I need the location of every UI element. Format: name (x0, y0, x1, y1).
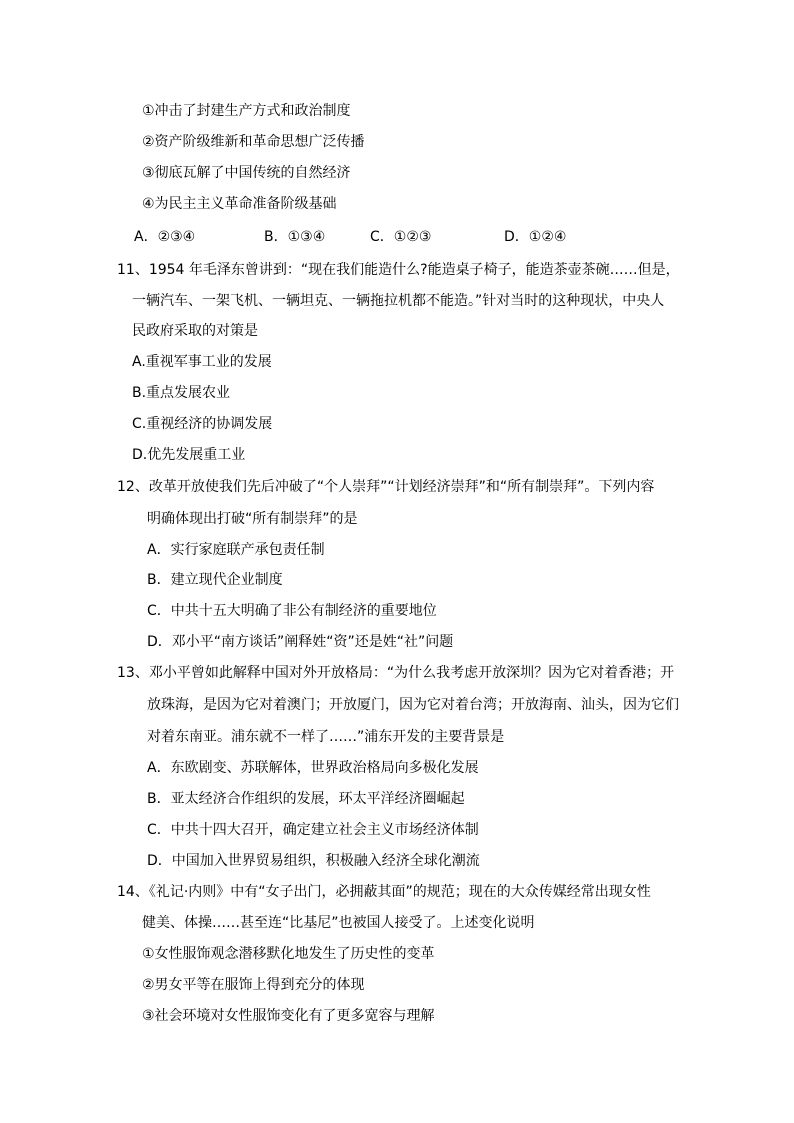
q11-option-a: A.重视军事工业的发展 (132, 354, 272, 370)
q12-stem-line-2: 明确体现出打破“所有制崇拜”的是 (147, 511, 358, 527)
q13-option-a: A．东欧剧变、苏联解体，世界政治格局向多极化发展 (147, 760, 479, 776)
prev-item-2: ②资产阶级维新和革命思想广泛传播 (142, 134, 365, 150)
q14-item-2: ②男女平等在服饰上得到充分的体现 (142, 977, 365, 993)
q12-option-c: C．中共十五大明确了非公有制经济的重要地位 (147, 603, 437, 619)
prev-option-a: A．②③④ (134, 229, 196, 245)
q12-option-d: D．邓小平“南方谈话”阐释姓“资”还是姓“社”问题 (147, 634, 454, 650)
q11-stem-line-1: 11、1954 年毛泽东曾讲到：“现在我们能造什么?能造桌子椅子，能造茶壶茶碗……但是， (117, 262, 680, 278)
q12-stem-line-1: 12、改革开放使我们先后冲破了“个人崇拜”“计划经济崇拜”和“所有制崇拜”。下列内容 (117, 479, 655, 495)
prev-option-b: B．①③④ (264, 229, 326, 245)
prev-item-3: ③彻底瓦解了中国传统的自然经济 (142, 165, 351, 181)
prev-option-d: D．①②④ (504, 229, 567, 245)
q12-option-b: B．建立现代企业制度 (147, 572, 283, 588)
q11-option-b: B.重点发展农业 (132, 385, 231, 401)
q11-stem-line-2: 一辆汽车、一架飞机、一辆坦克、一辆拖拉机都不能造。”针对当时的这种现状，中央人 (132, 293, 665, 309)
q12-option-a: A．实行家庭联产承包责任制 (147, 542, 325, 558)
q14-stem-line-2: 健美、体操……甚至连“比基尼”也被国人接受了。上述变化说明 (142, 915, 535, 931)
q13-option-d: D．中国加入世界贸易组织，积极融入经济全球化潮流 (147, 853, 480, 869)
q13-option-b: B．亚太经济合作组织的发展，环太平洋经济圈崛起 (147, 791, 465, 807)
q11-option-d: D.优先发展重工业 (132, 447, 246, 463)
prev-option-c: C．①②③ (370, 229, 432, 245)
q11-option-c: C.重视经济的协调发展 (132, 416, 273, 432)
q14-item-3: ③社会环境对女性服饰变化有了更多宽容与理解 (142, 1008, 435, 1024)
q13-stem-line-3: 对着东南亚。浦东就不一样了……”浦东开发的主要背景是 (147, 729, 505, 745)
q11-stem-line-3: 民政府采取的对策是 (132, 323, 258, 339)
q14-item-1: ①女性服饰观念潜移默化地发生了历史性的变革 (142, 946, 435, 962)
q14-stem-line-1: 14、《礼记·内则》中有“女子出门，必拥蔽其面”的规范；现在的大众传媒经常出现女性 (117, 884, 651, 900)
q13-stem-line-1: 13、邓小平曾如此解释中国对外开放格局：“为什么我考虑开放深圳？因为它对着香港；开 (117, 665, 675, 681)
q13-option-c: C．中共十四大召开，确定建立社会主义市场经济体制 (147, 822, 479, 838)
q13-stem-line-2: 放珠海，是因为它对着澳门；开放厦门，因为它对着台湾；开放海南、汕头，因为它们 (147, 697, 679, 713)
prev-item-1: ①冲击了封建生产方式和政治制度 (142, 103, 351, 119)
prev-options-row (134, 227, 694, 247)
prev-item-4: ④为民主主义革命准备阶级基础 (142, 196, 337, 212)
